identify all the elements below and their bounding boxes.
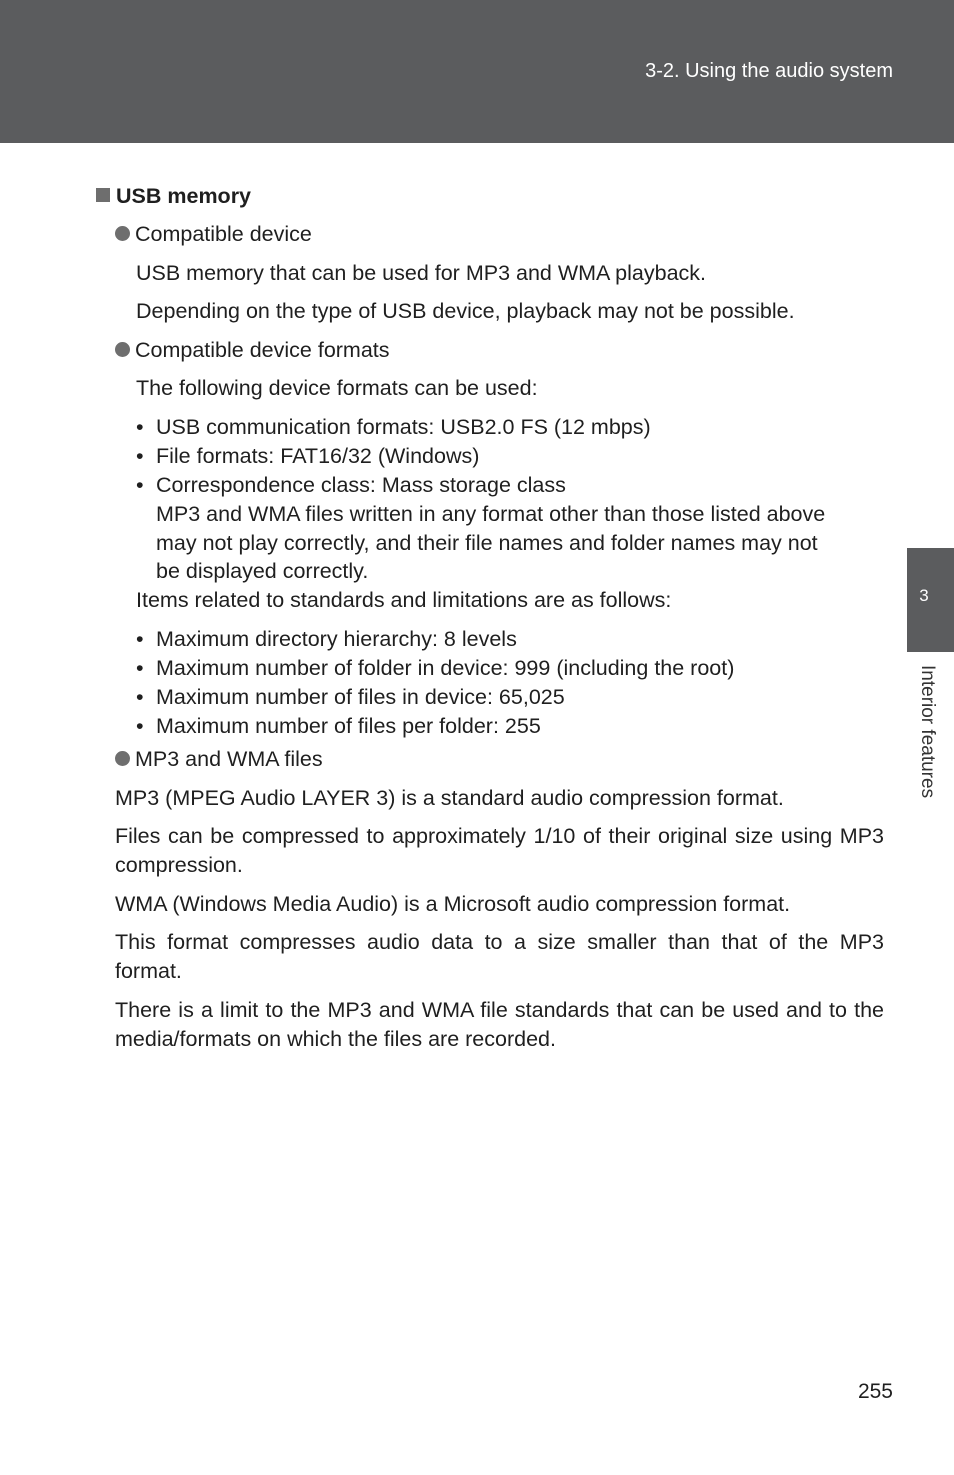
bullet-dot: •	[136, 444, 144, 468]
subheading-compatible-formats	[115, 336, 390, 365]
list-item: Maximum directory hierarchy: 8 levels	[156, 627, 517, 651]
chapter-number: 3	[919, 586, 929, 605]
bullet-dot: •	[136, 415, 144, 439]
paragraph: This format compresses audio data to a size smaller than that of the MP3 format.	[115, 930, 884, 983]
chapter-tab	[907, 548, 954, 652]
list-item: Maximum number of files per folder: 255	[156, 714, 541, 738]
note-line: MP3 and WMA files written in any format other than those listed above	[156, 502, 826, 526]
paragraph: Items related to standards and limitations are as follows:	[136, 588, 672, 612]
list-item: Correspondence class: Mass storage class	[156, 473, 566, 497]
paragraph: WMA (Windows Media Audio) is a Microsoft audio compression format.	[115, 892, 791, 916]
bullet-dot: •	[136, 656, 144, 680]
subheading-text: MP3 and WMA files	[135, 747, 323, 771]
subheading-text: Compatible device formats	[135, 338, 390, 362]
circle-bullet-icon	[115, 226, 130, 241]
bullet-dot: •	[136, 627, 144, 651]
paragraph: USB memory that can be used for MP3 and WMA playback.	[136, 261, 707, 285]
list-item: USB communication formats: USB2.0 FS (12 mbps)	[156, 415, 651, 439]
section-title: 3-2. Using the audio system	[645, 60, 893, 82]
section-heading	[96, 182, 251, 211]
note-line: may not play correctly, and their file names and folder names may not	[156, 531, 818, 555]
page-number: 255	[857, 1380, 893, 1403]
list-item: Maximum number of folder in device: 999 (including the root)	[156, 656, 735, 680]
list-item: File formats: FAT16/32 (Windows)	[156, 444, 480, 468]
chapter-label: Interior features	[917, 665, 938, 799]
bullet-dot: •	[136, 714, 144, 738]
bullet-dot: •	[136, 473, 144, 497]
list-item: Maximum number of files in device: 65,025	[156, 685, 565, 709]
subheading-text: Compatible device	[135, 222, 312, 246]
paragraph: MP3 (MPEG Audio LAYER 3) is a standard audio compression format.	[115, 786, 784, 810]
paragraph: The following device formats can be used:	[136, 376, 538, 400]
subheading-compatible-device	[115, 220, 312, 249]
paragraph: Files can be compressed to approximately 1/10 of their original size using MP3 compression.	[115, 824, 884, 877]
square-bullet-icon	[96, 188, 110, 202]
paragraph: There is a limit to the MP3 and WMA file standards that can be used and to the media/formats on which the files are recorded.	[115, 998, 884, 1051]
subheading-mp3-wma	[115, 745, 323, 774]
paragraph: Depending on the type of USB device, playback may not be possible.	[136, 299, 795, 323]
bullet-dot: •	[136, 685, 144, 709]
circle-bullet-icon	[115, 751, 130, 766]
note-line: be displayed correctly.	[156, 559, 369, 583]
circle-bullet-icon	[115, 342, 130, 357]
heading-text: USB memory	[116, 184, 252, 208]
header-band	[0, 0, 954, 143]
